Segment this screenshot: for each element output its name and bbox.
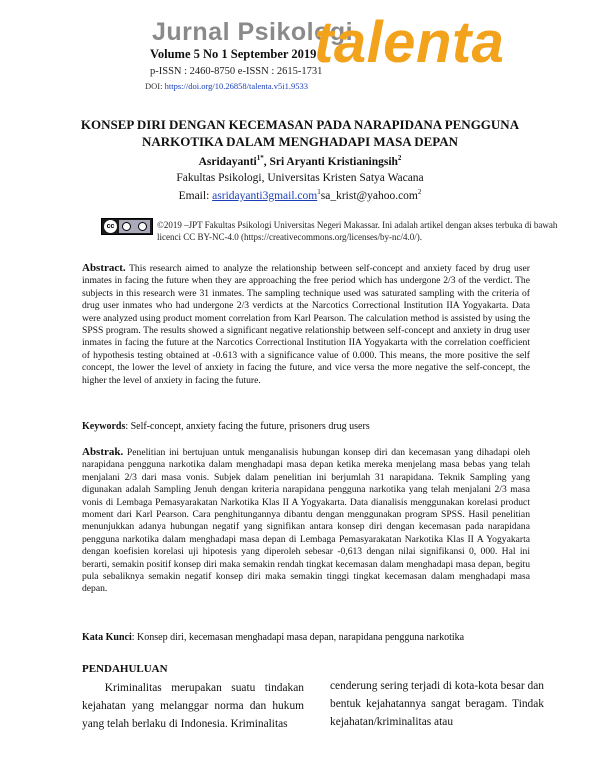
abstract-en-label: Abstract. [82, 262, 126, 274]
journal-name: Jurnal Psikologi [152, 18, 354, 46]
journal-logo-word: talenta [314, 10, 505, 75]
author-2-sup: 2 [397, 154, 402, 162]
abstract-id-text: Penelitian ini bertujuan untuk menganalisis hubungan konsep diri dan kecemasan yang dihadapi oleh narapidana pengguna narkotika dalam menghadapi masa depan ketika mereka menjelang masa bebas yang telah menjalani 2/3 dari masa vonis. Subjek dalam penelitian ini berjumlah 31 narapidana. Teknik Sampling yang digunakan adalah Sampling Jenuh dengan kriteria narapidana pengguna narkotika yang telah menjalani 2/3 masa vonis di Lembaga Pemasyarakatan Narkotika Klas II A Yogyakarta. Data dianalisis menggunakan korelasi product moment dari Karl Pearson. Cara penghitungannya dibantu dengan menggunakan program SPSS. Hasil penelitian menunjukkan adanya hubungan negatif yang signifikan antara konsep diri dengan kecemasan pada narapidana pengguna narkotika dalam menghadapi masa depan di Lembaga Pemasyarakatan Narkotika Klas II A Yogyakarta dengan koefisien korelasi uji hipotesis yang diperoleh sebesar -0,613 dengan nilai signifikansi 0, 000. Hal ini berarti, semakin positif konsep diri maka semakin rendah tingkat kecemasan dalam menghadapi masa depan, begitu pula sebaliknya semakin negatif konsep diri maka semakin tinggi tingkat kecemasan dalam menghadapi masa depan. [82, 447, 530, 595]
author-separator: , [263, 155, 270, 168]
body-right-column: cenderung sering terjadi di kota-kota besar dan bentuk kejahatannya sangat beragam. Tindak kejahatan/kriminalitas atau [330, 680, 544, 728]
email-2: sa_krist@yahoo.com [320, 189, 418, 202]
section-heading: PENDAHULUAN [82, 663, 168, 675]
keywords-id [82, 632, 542, 643]
author-1: Asridayanti [198, 155, 257, 168]
doi-line [145, 81, 308, 91]
body-left-column: Kriminalitas merupakan suatu tindakan kejahatan yang melanggar norma dan hukum yang telah berlaku di Indonesia. Kriminalitas [82, 682, 304, 730]
email-line [40, 188, 560, 202]
volume-line: Volume 5 No 1 September 2019 [150, 47, 317, 61]
nc-icon [138, 222, 147, 231]
doi-link[interactable]: https://doi.org/10.26858/talenta.v5i1.9533 [164, 81, 309, 91]
email-link-1[interactable]: asridayanti3gmail.com [212, 189, 318, 202]
author-1-sup: 1* [256, 154, 264, 162]
abstract-en-text: This research aimed to analyze the relationship between self-concept and anxiety faced by drug user inmates in facing the future when they are approaching the free period which has undergone 2/3 of the verdict. The subjects in this research were 31 inmates. The sampling technique used was saturated sampling with the criteria of drug user inmates who had undergone 2/3 verdicts at the Narcotics Correctional Institution IIA Yogyakarta. Data were analyzed using product moment correlation from Karl Pearson. The calculation method is assisted by using the SPSS program. The results showed a significant negative relationship between self-concept and anxiety in drug user inmates in facing the future at the Narcotics Correctional Institution IIA Yogyakarta with the correlation coefficient of hypothesis testing obtained at -0.613 with a significance value of 0.000. This means, the more positive the self concept, the lower the level of anxiety in facing the future, and vice versa the more negative the self-concept, the higher the level of anxiety in facing the future. [82, 263, 530, 386]
cc-license-badge[interactable] [101, 218, 153, 235]
by-icon [122, 222, 131, 231]
abstract-id-label: Abstrak. [82, 446, 124, 458]
by-nc-icons [119, 220, 150, 233]
email-1-sup: 1 [317, 188, 321, 196]
author-line [40, 154, 560, 168]
keywords-en-label: Keywords [82, 421, 126, 432]
license-text: ©2019 –JPT Fakultas Psikologi Universitas Negeri Makassar. Ini adalah artikel dengan akses terbuka di bawah licenci CC BY-NC-4.0 (https://creativecommons.org/licenses/by-nc/4.0/). [157, 220, 558, 242]
cc-icon: cc [104, 220, 117, 233]
article-title: KONSEP DIRI DENGAN KECEMASAN PADA NARAPIDANA PENGGUNA NARKOTIKA DALAM MENGHADAPI MASA DEPAN [80, 117, 520, 149]
email-2-sup: 2 [417, 188, 422, 196]
issn-line: p-ISSN : 2460-8750 e-ISSN : 2615-1731 [150, 66, 323, 77]
keywords-id-label: Kata Kunci [82, 632, 132, 643]
abstract-en [82, 262, 530, 387]
email-label: Email: [178, 189, 213, 202]
author-2: Sri Aryanti Kristianingsih [269, 155, 398, 168]
affiliation: Fakultas Psikologi, Universitas Kristen Satya Wacana [176, 172, 424, 184]
keywords-en-text: : Self-concept, anxiety facing the future, prisoners drug users [125, 421, 370, 432]
keywords-en [82, 421, 530, 432]
doi-label: DOI: [145, 81, 163, 91]
abstract-id [82, 446, 530, 596]
keywords-id-text: : Konsep diri, kecemasan menghadapi masa depan, narapidana pengguna narkotika [131, 632, 465, 643]
